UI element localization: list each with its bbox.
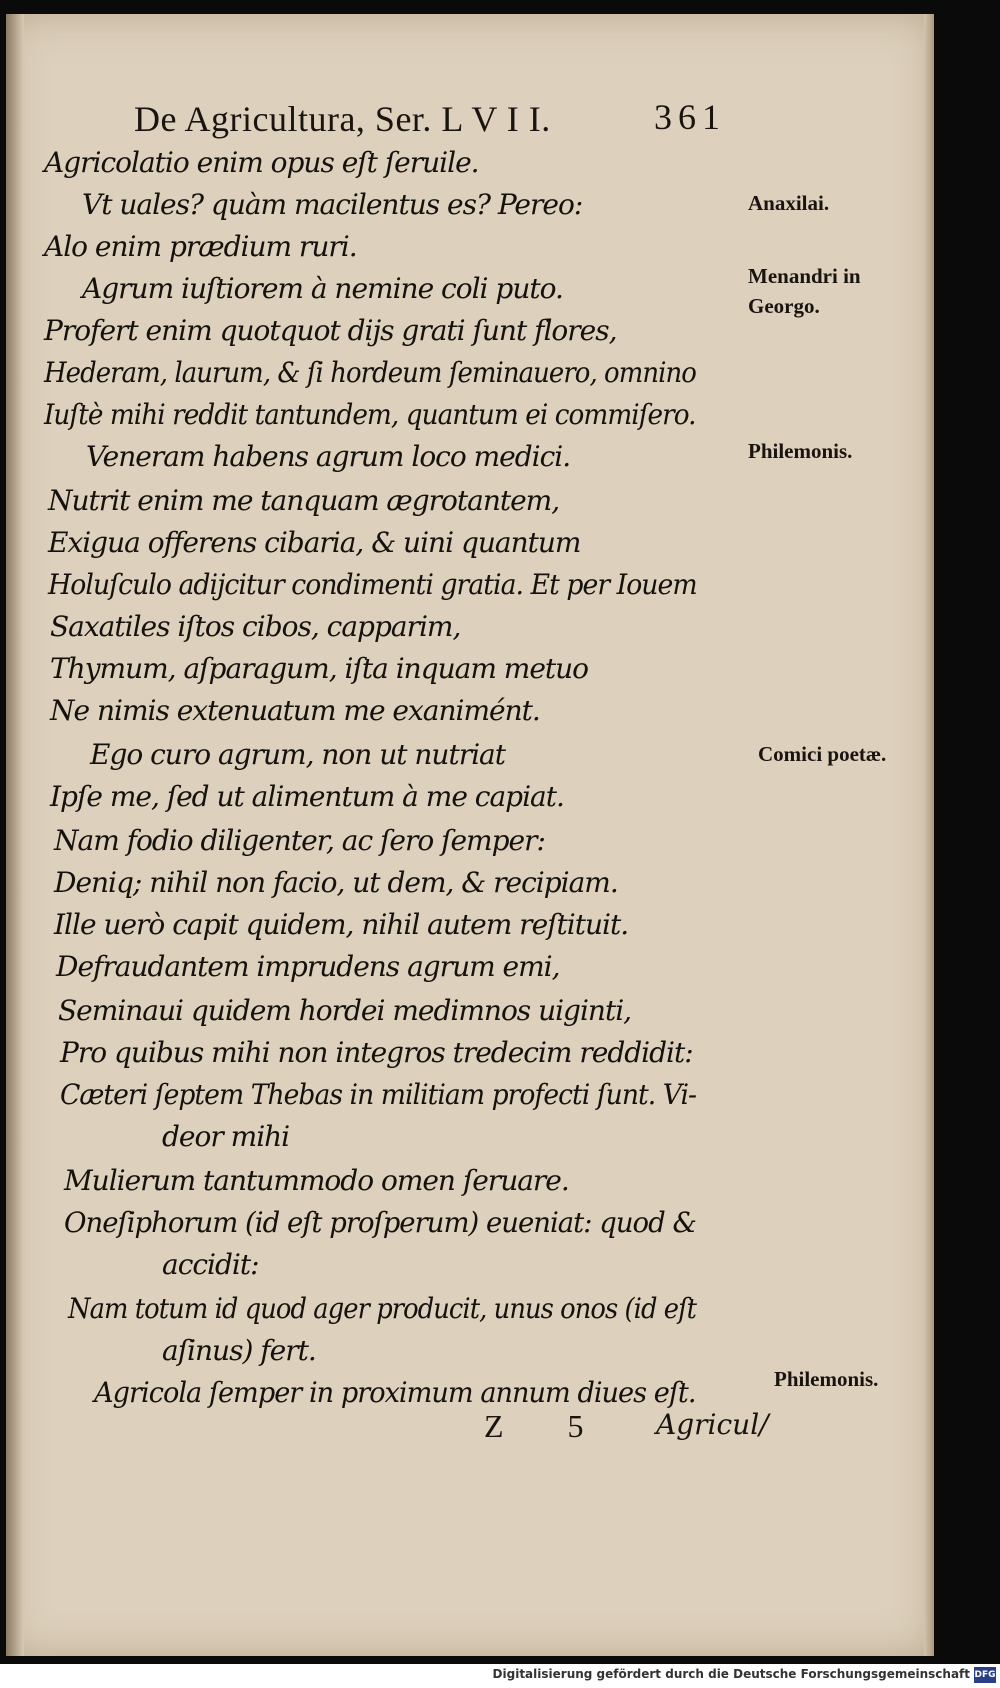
signature-mark: Z 5 (484, 1408, 612, 1444)
verse-line: Nutrit enim me tanquam ægrotantem, (48, 484, 560, 517)
verse-line: aſinus) fert. (162, 1334, 316, 1367)
verse-line: Ille uerò capit quidem, nihil autem reſtituit. (54, 908, 629, 941)
verse-line: Vt uales? quàm macilentus es? Pereo: (82, 188, 583, 221)
verse-line: Pro quibus mihi non integros tredecim reddidit: (60, 1036, 693, 1069)
margin-note: Anaxilai. (748, 191, 830, 215)
margin-note: Philemonis. (748, 439, 853, 463)
verse-line: Hederam, laurum, & ſi hordeum ſeminauero, omnino (44, 356, 696, 389)
verse-line: deor mihi (162, 1120, 290, 1153)
verse-line: accidit: (162, 1248, 259, 1281)
verse-line: Ipſe me, ſed ut alimentum à me capiat. (50, 780, 564, 813)
page-edge (924, 14, 934, 1656)
verse-line: Profert enim quotquot dijs grati ſunt flores, (44, 314, 617, 347)
verse-line: Oneſiphorum (id eſt proſperum) eueniat: quod & (64, 1206, 696, 1239)
verse-line: Ne nimis extenuatum me exanimént. (50, 694, 540, 727)
verse-line: Veneram habens agrum loco medici. (86, 440, 571, 473)
footer-credit: Digitalisierung gefördert durch die Deutsche Forschungsgemeinschaft (492, 1667, 970, 1681)
dfg-logo: DFG (974, 1667, 996, 1683)
book-page (6, 14, 934, 1656)
digitization-footer (0, 1664, 1000, 1688)
verse-line: Nam totum id quod ager producit, unus onos (id eſt (68, 1292, 697, 1325)
verse-line: Cæteri ſeptem Thebas in militiam profecti ſunt. Vi- (60, 1078, 697, 1111)
verse-line: Iuſtè mihi reddit tantundem, quantum ei commiſero. (44, 398, 696, 431)
page-number: 361 (654, 97, 726, 137)
margin-note: Menandri in Georgo. (748, 264, 861, 318)
verse-line: Saxatiles iſtos cibos, capparim, (50, 610, 461, 643)
verse-line: Holuſculo adijcitur condimenti gratia. Et per Iouem (48, 568, 697, 601)
margin-note: Comici poetæ. (758, 742, 887, 766)
verse-line: Agricolatio enim opus eſt ſeruile. (44, 146, 479, 179)
margin-note: Philemonis. (774, 1367, 879, 1391)
verse-line: Deniq; nihil non facio, ut dem, & recipiam. (54, 866, 618, 899)
verse-line: Agrum iuſtiorem à nemine coli puto. (82, 272, 563, 305)
verse-line: Nam fodio diligenter, ac ſero ſemper: (54, 824, 545, 857)
verse-line: Thymum, aſparagum, iſta inquam metuo (50, 652, 589, 685)
running-title: De Agricultura, Ser. L V I I. (134, 99, 551, 139)
verse-line: Agricola ſemper in proximum annum diues eſt. (94, 1376, 696, 1409)
binding-shadow (6, 14, 24, 1656)
catchword: Agricul/ (656, 1408, 769, 1441)
verse-line: Alo enim prædium ruri. (44, 230, 357, 263)
verse-line: Defraudantem imprudens agrum emi, (56, 950, 560, 983)
verse-line: Exigua offerens cibaria, & uini quantum (48, 526, 581, 559)
verse-line: Mulierum tantummodo omen ſeruare. (64, 1164, 569, 1197)
verse-line: Seminaui quidem hordei medimnos uiginti, (58, 994, 632, 1027)
verse-line: Ego curo agrum, non ut nutriat (90, 738, 505, 771)
